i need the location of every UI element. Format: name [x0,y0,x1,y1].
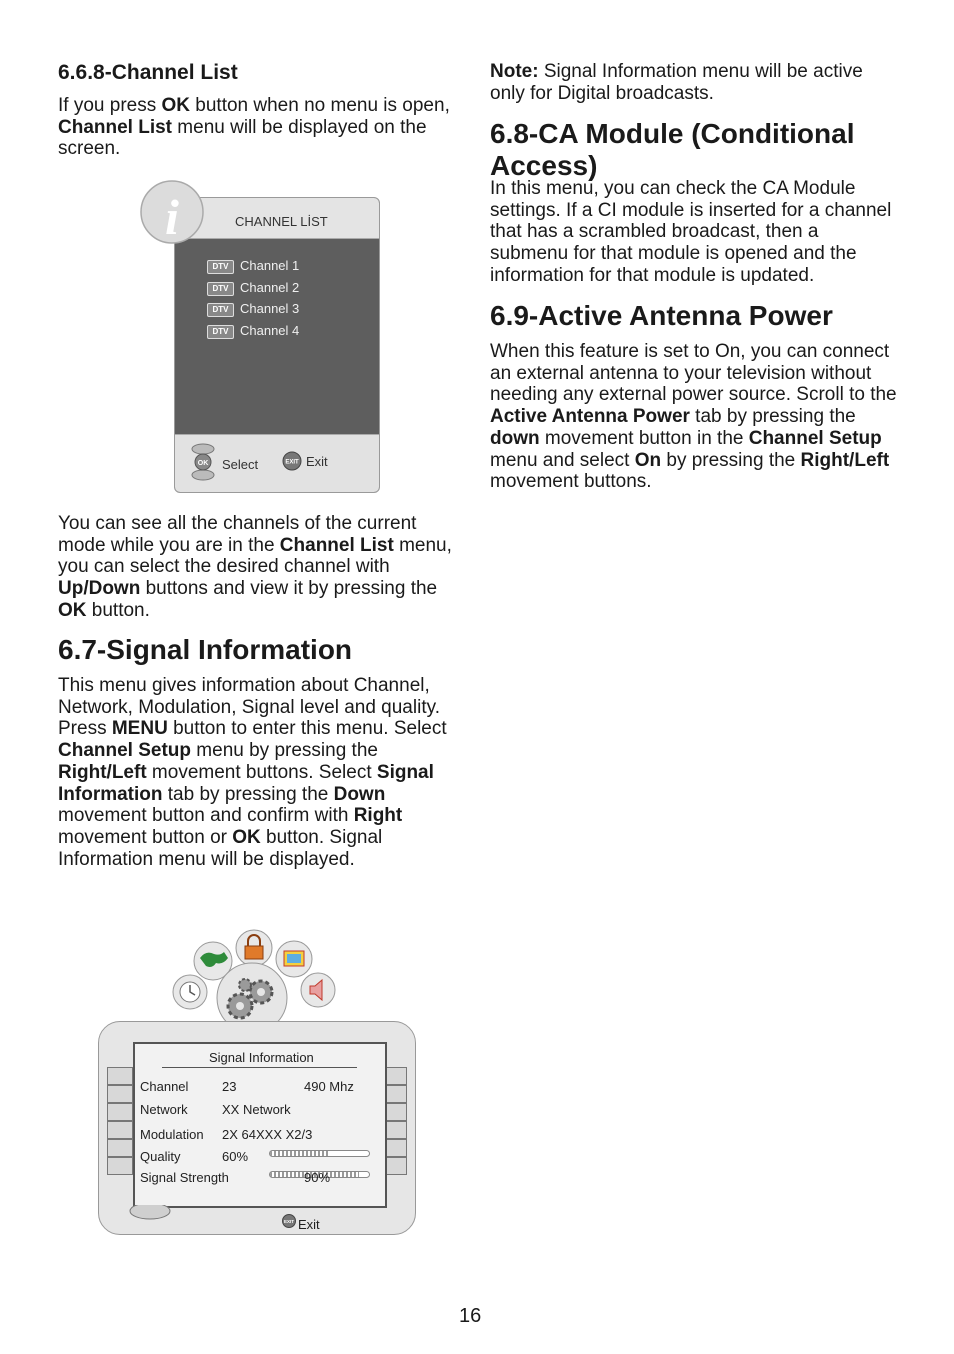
title-underline [162,1067,357,1068]
signal-information-heading: 6.7-Signal Information [58,634,353,665]
svg-text:EXIT: EXIT [283,1219,295,1224]
side-tab [107,1067,133,1085]
channel-list-footer [175,434,380,492]
side-tab [107,1085,133,1103]
dtv-badge: DTV [207,303,234,317]
sound-icon [301,973,335,1007]
channel-item: DTV Channel 3 [207,301,299,317]
side-tab [107,1121,133,1139]
quality-bar [269,1150,370,1157]
exit-button-icon [282,1214,296,1228]
page-number: 16 [459,1305,482,1327]
channel-list-intro: If you press OK button when no menu is open, Channel List menu will be displayed on the screen. [58,95,450,160]
dpad-icon [188,442,218,482]
channel-item: DTV Channel 4 [207,323,299,339]
channel-list-heading: 6.6.8-Channel List [58,61,238,84]
select-label: Select [222,457,259,472]
ca-module-heading: 6.8-CA Module (Conditional Access) [490,118,855,181]
quality-label: Quality [140,1149,181,1164]
channel-list-description: You can see all the channels of the current mode while you are in the Channel List menu, you can select the desired channel with Up/Down buttons and view it by pressing the OK button. [58,513,452,621]
side-tab [107,1139,133,1157]
signal-strength-label: Signal Strength [140,1170,229,1185]
network-value: XX Network [222,1102,291,1117]
dtv-badge: DTV [207,325,234,339]
side-tab [107,1103,133,1121]
note-paragraph: Note: Signal Information menu will be active only for Digital broadcasts. [490,61,863,104]
quality-value: 60% [222,1149,249,1164]
signal-information-paragraph: This menu gives information about Channel, Network, Modulation, Signal level and quality. Press MENU button to enter this menu. Select Channel Setup menu by pressing the Right/Left movement buttons. Select Signal Information tab by pressing the Down movement button and confirm with Right movement button or OK button. Signal Information menu will be displayed. [58,675,447,870]
ca-module-paragraph: In this menu, you can check the CA Module settings. If a CI module is inserted for a channel that has a scrambled broadcast, then a submenu for that module is opened and the information for that module is updated. [490,178,892,286]
picture-icon [276,941,312,977]
channel-list-header [175,198,380,239]
quality-bar-fill [270,1151,329,1156]
channel-label: Channel [140,1079,189,1094]
info-icon [139,179,205,245]
svg-text:OK: OK [197,460,209,467]
exit-label: Exit [298,1217,320,1232]
network-label: Network [140,1102,188,1117]
signal-information-title: Signal Information [209,1050,314,1065]
channel-item: DTV Channel 2 [207,280,299,296]
channel-value: 23 [222,1079,237,1094]
dtv-badge: DTV [207,282,234,296]
channel-item: DTV Channel 1 [207,258,299,274]
channel-frequency: 490 Mhz [304,1079,354,1094]
dtv-badge: DTV [207,260,234,274]
modulation-value: 2X 64XXX X2/3 [222,1127,313,1142]
exit-label: Exit [306,454,328,469]
lock-icon [236,930,272,966]
side-tab [107,1157,133,1175]
active-antenna-paragraph: When this feature is set to On, you can connect an external antenna to your television without needing any external power source. Scroll to the Active Antenna Power tab by pressing the down movement button in the Channel Setup menu and select On by pressing the Right/Left movement buttons. [490,341,897,493]
svg-text:EXIT: EXIT [285,459,299,466]
signal-strength-value: 90% [304,1170,331,1185]
clock-icon [173,975,207,1009]
modulation-label: Modulation [140,1127,204,1142]
exit-button-icon [282,451,302,471]
channel-list-title: CHANNEL LİST [235,214,328,229]
svg-text:i: i [165,189,179,245]
active-antenna-heading: 6.9-Active Antenna Power [490,300,833,331]
remote-ring-icon [128,1205,172,1223]
